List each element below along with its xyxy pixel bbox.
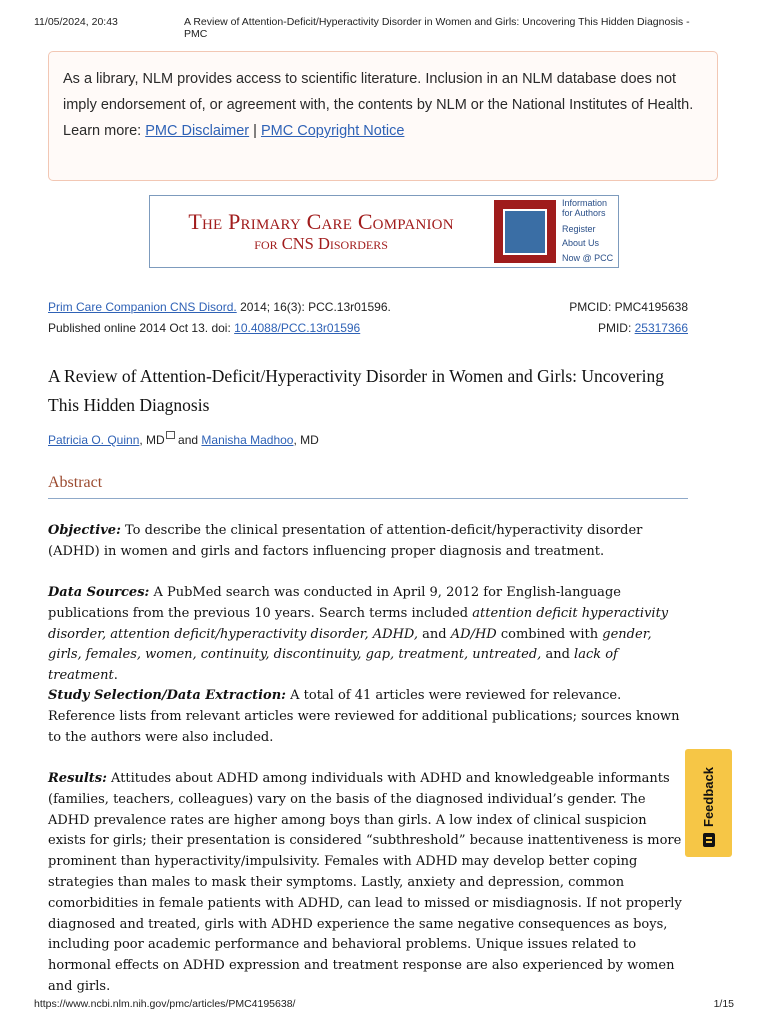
author-list	[48, 431, 319, 447]
pmc-copyright-link[interactable]: PMC Copyright Notice	[260, 123, 405, 139]
sources-terms-1: attention deficit hyperactivity disorder, attention deficit/hyperactivity disorder, ADHD,	[48, 605, 669, 642]
sources-text-1: A PubMed search was conducted in April 9, 2012 for English-language publications from the previous 10 years. Search terms included	[48, 585, 621, 621]
doi-link[interactable]: 10.4088/PCC.13r01596	[234, 321, 361, 335]
author1-degree: , MD	[139, 433, 165, 447]
sources-and-1: and	[418, 626, 451, 642]
objective-label: Objective:	[48, 523, 121, 538]
sources-label: Data Sources:	[48, 585, 150, 600]
abstract-study-selection	[48, 686, 688, 748]
abstract-data-sources	[48, 583, 688, 687]
selection-label: Study Selection/Data Extraction:	[48, 688, 286, 703]
print-page-number: 1/15	[713, 998, 734, 1010]
banner-link-about[interactable]: About Us	[562, 238, 600, 249]
banner-link-register[interactable]: Register	[562, 223, 596, 234]
sources-end: .	[113, 668, 118, 684]
journal-banner[interactable]	[149, 195, 619, 268]
journal-logo-line1: The Primary Care Companion	[188, 208, 454, 234]
objective-text: To describe the clinical presentation of attention-deficit/hyperactivity disorder (ADHD) in women and girls and factors influencing proper diagnosis and treatment.	[48, 523, 643, 559]
banner-link-now[interactable]: Now @ PCC	[562, 252, 614, 263]
pmid-link[interactable]: 25317366	[634, 321, 688, 335]
author-link-quinn[interactable]: Patricia O. Quinn	[48, 433, 140, 447]
sources-terms-2: AD/HD	[450, 626, 497, 642]
pmc-disclaimer-link[interactable]: PMC Disclaimer	[145, 123, 250, 139]
sources-text-2: combined with	[496, 626, 603, 642]
abstract-results	[48, 769, 688, 998]
banner-link-authors[interactable]: Information for Authors	[562, 197, 608, 218]
print-doc-title: A Review of Attention-Deficit/Hyperactivity Disorder in Women and Girls: Uncovering This Hidden Diagnosis - PMC	[184, 16, 690, 40]
journal-logo-line2: for CNS Disorders	[254, 233, 388, 253]
notice-learn-more	[63, 118, 703, 144]
print-footer	[34, 998, 734, 1010]
journal-link[interactable]: Prim Care Companion CNS Disord.	[48, 300, 237, 314]
sources-and-2: and	[541, 647, 575, 663]
email-icon[interactable]	[166, 431, 175, 439]
nlm-notice	[48, 51, 718, 181]
print-datetime: 11/05/2024, 20:43	[34, 16, 118, 28]
banner-links	[562, 198, 618, 266]
notice-text: As a library, NLM provides access to scientific literature. Inclusion in an NLM database does not imply endorsement of, or agreement with, the contents by NLM or the National Institutes of Health.	[63, 71, 694, 113]
pmid-label: PMID:	[597, 321, 635, 335]
abstract-heading: Abstract	[48, 474, 688, 499]
results-label: Results:	[48, 771, 107, 786]
author-link-madhoo[interactable]: Manisha Madhoo	[201, 433, 294, 447]
sources-terms-3: gender, girls, females, women, continuity, discontinuity, gap, treatment, untreated,	[48, 626, 652, 663]
sources-terms-4: lack of treatment	[48, 647, 618, 684]
print-url: https://www.ncbi.nlm.nih.gov/pmc/articles/PMC4195638/	[34, 998, 296, 1010]
selection-text: A total of 41 articles were reviewed for relevance. Reference lists from relevant articles were reviewed for additional publications; sources known to the authors were also included.	[48, 688, 680, 745]
published-label: Published online 2014 Oct 13. doi:	[48, 321, 235, 335]
citation-details: 2014; 16(3): PCC.13r01596.	[236, 300, 391, 314]
author2-degree: , MD	[293, 433, 319, 447]
journal-logo	[150, 210, 492, 254]
results-text: Attitudes about ADHD among individuals with ADHD and knowledgeable informants (families, teachers, colleagues) vary on the basis of the diagnosed individual’s gender. The ADHD prevalence rates are higher among boys than girls. A low index of clinical suspicion exists for girls; their presentation is considered “subthreshold” because inattentiveness is more prominent than hyperactivity/impulsivity. Females with ADHD may develop better coping strategies than males to mask their symptoms. Lastly, anxiety and depression, common comorbidities in female patients with ADHD, can lead to missed or misdiagnosis. If not properly diagnosed and treated, girls with ADHD experience the same negative consequences as boys, including poor academic performance and behavioral problems. Unique issues related to hormonal effects on ADHD expression and treatment response are also experienced by women and girls.	[48, 771, 682, 994]
link-separator: |	[249, 123, 261, 139]
pmcid: PMCID: PMC4195638	[569, 300, 688, 314]
author-and: and	[174, 433, 202, 447]
journal-emblem	[494, 200, 556, 263]
citation-line	[48, 300, 688, 314]
pmid-block	[598, 321, 688, 335]
feedback-icon	[703, 833, 715, 847]
feedback-label: Feedback	[701, 767, 716, 827]
article-title: A Review of Attention-Deficit/Hyperactivity Disorder in Women and Girls: Uncovering This Hidden Diagnosis	[48, 366, 664, 415]
abstract-objective	[48, 521, 688, 563]
feedback-button[interactable]	[685, 749, 732, 857]
published-line	[48, 321, 688, 335]
print-header	[34, 16, 708, 40]
learn-more-label: Learn more:	[63, 123, 146, 139]
